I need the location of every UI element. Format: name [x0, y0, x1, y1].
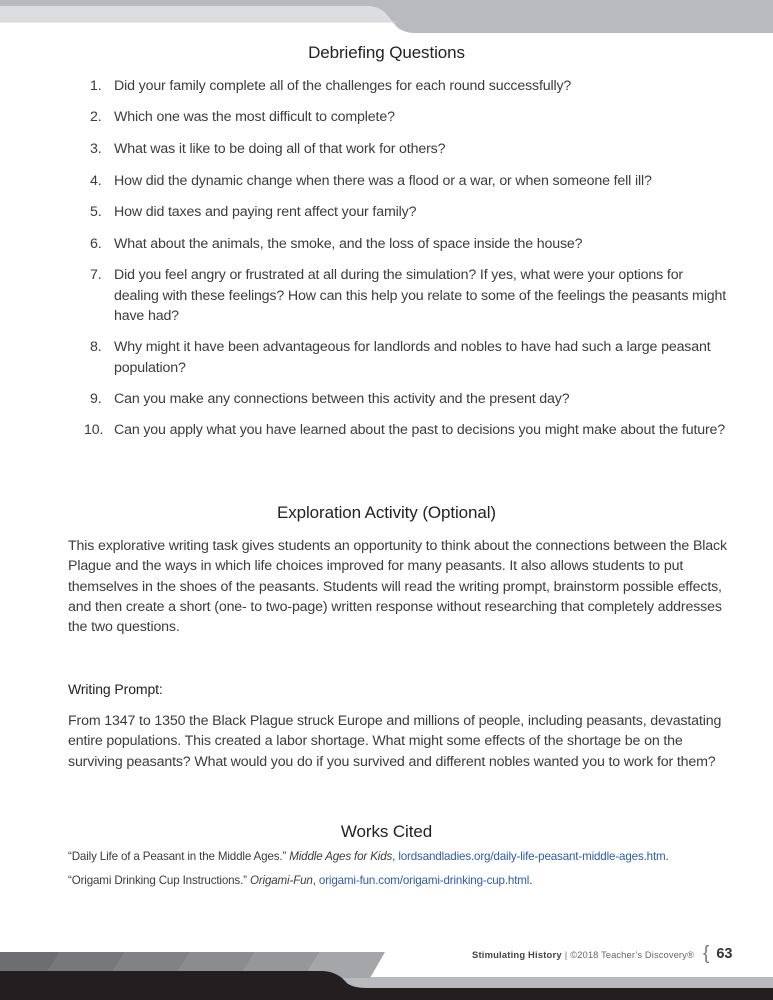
question-number: 5. — [90, 204, 102, 220]
question-number: 7. — [90, 267, 102, 283]
list-item — [84, 420, 730, 441]
question-text: Which one was the most difficult to complete? — [114, 109, 395, 125]
question-text: Did your family complete all of the challenges for each round successfully? — [114, 78, 572, 94]
question-number: 4. — [90, 173, 102, 189]
question-text: Why might it have been advantageous for landlords and nobles to have had such a large peasant population? — [114, 339, 711, 376]
question-text: Can you apply what you have learned about the past to decisions you might make about the future? — [114, 422, 726, 438]
list-item — [90, 171, 730, 192]
question-number: 1. — [90, 78, 102, 94]
question-number: 10. — [84, 422, 104, 438]
question-number: 9. — [90, 391, 102, 407]
question-text: How did the dynamic change when there was a flood or a war, or when someone fell ill? — [114, 173, 652, 189]
footer-separator: | — [564, 948, 568, 960]
works-cited-heading: Works Cited — [340, 822, 433, 841]
question-text: Did you feel angry or frustrated at all during the simulation? If yes, what were your options for dealing with these feelings? How can this help you relate to some of the feelings the peasants might have had? — [114, 267, 726, 324]
question-text: What about the animals, the smoke, and the loss of space inside the house? — [114, 236, 583, 252]
question-number: 8. — [90, 339, 102, 355]
writing-prompt-text: From 1347 to 1350 the Black Plague struck Europe and millions of people, including peasants, devastating entire populations. This created a labor shortage. What might some effects of the shortage be on the surviving peasants? What would you do if you survived and different nobles wanted you to work for them? — [68, 713, 722, 770]
footer-book-title: Stimulating History — [472, 948, 562, 960]
question-number: 3. — [90, 141, 102, 157]
question-text: Can you make any connections between this activity and the present day? — [114, 391, 570, 407]
citation-link[interactable]: origami-fun.com/origami-drinking-cup.html — [318, 874, 530, 887]
citation-separator: , — [312, 874, 319, 887]
citation-title: “Daily Life of a Peasant in the Middle Ages.” — [68, 850, 287, 863]
question-text: What was it like to be doing all of that work for others? — [114, 141, 446, 157]
list-item — [90, 202, 730, 223]
exploration-description: This explorative writing task gives students an opportunity to think about the connections between the Black Plague and the ways in which life choices improved for many peasants. It also allows students to put themselves in the shoes of the peasants. Students will read the writing prompt, brainstorm possible effects, and then create a short (one- to two-page) written response without researching that completely addresses the two questions. — [68, 538, 727, 636]
citation-end: . — [529, 874, 533, 887]
citation-end: . — [665, 850, 669, 863]
list-item — [90, 337, 730, 378]
citation-separator: , — [392, 850, 399, 863]
list-item — [90, 389, 730, 410]
citation-title: “Origami Drinking Cup Instructions.” — [68, 874, 247, 887]
citation-entry — [68, 874, 748, 887]
list-item — [90, 76, 730, 97]
page-number: 63 — [716, 946, 733, 962]
question-number: 6. — [90, 236, 102, 252]
citation-entry — [68, 850, 748, 863]
question-number: 2. — [90, 109, 102, 125]
list-item — [90, 234, 730, 255]
citation-source: Middle Ages for Kids — [289, 850, 393, 863]
brace-icon: { — [702, 943, 710, 964]
question-text: How did taxes and paying rent affect your family? — [114, 204, 417, 220]
list-item — [90, 265, 730, 327]
debriefing-heading: Debriefing Questions — [308, 43, 465, 62]
footer-copyright: ©2018 Teacher’s Discovery® — [570, 948, 694, 960]
writing-prompt-label: Writing Prompt: — [68, 681, 163, 697]
exploration-heading: Exploration Activity (Optional) — [277, 503, 496, 522]
list-item — [90, 107, 730, 128]
list-item — [90, 139, 730, 160]
citation-link[interactable]: lordsandladies.org/daily-life-peasant-middle-ages.htm — [398, 850, 666, 863]
citation-source: Origami-Fun — [249, 874, 313, 887]
page-footer — [472, 943, 733, 964]
